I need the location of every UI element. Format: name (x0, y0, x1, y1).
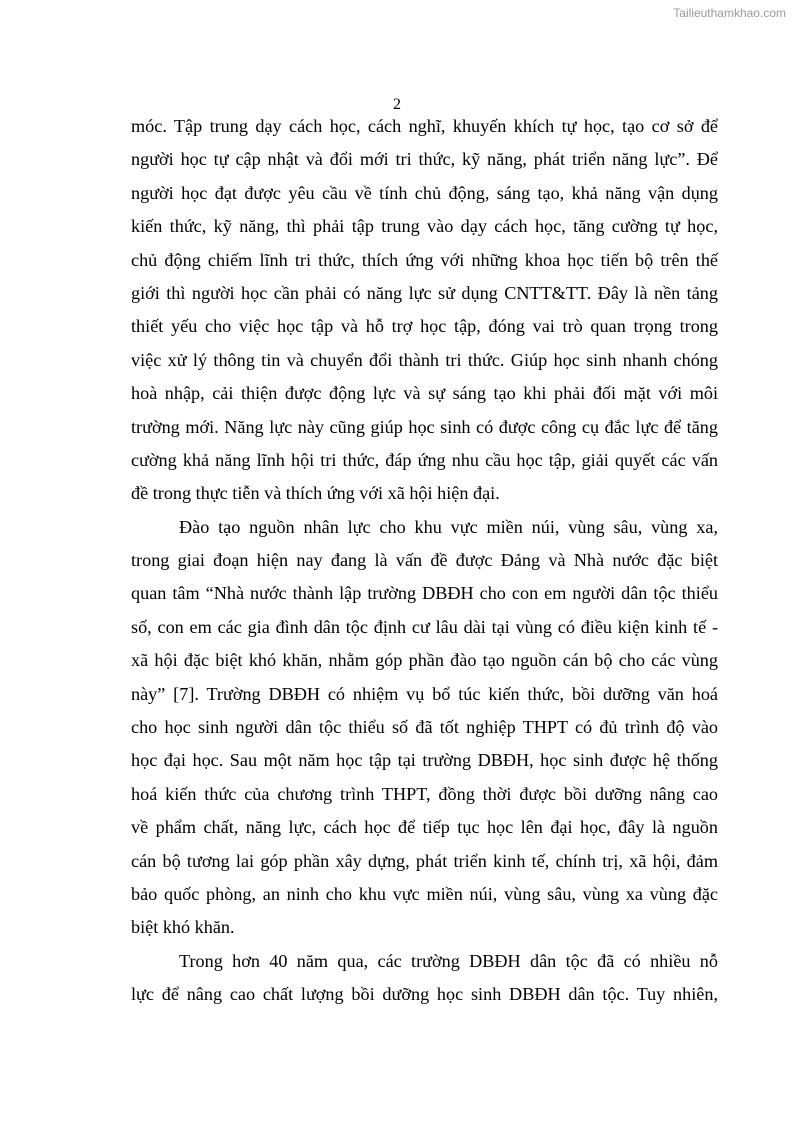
text-line: số, con em các gia đình dân tộc định cư lâu dài tại vùng có điều kiện kinh tế - (131, 616, 718, 637)
text-line: hoá kiến thức của chương trình THPT, đồng thời được bồi dưỡng nâng cao (131, 783, 718, 804)
text-line: quan tâm “Nhà nước thành lập trường DBĐH cho con em người dân tộc thiểu (131, 583, 718, 604)
text-line: hoà nhập, cải thiện được động lực và sự sáng tạo khi phải đối mặt với môi (131, 383, 718, 404)
text-line: xã hội đặc biệt khó khăn, nhằm góp phần đào tạo nguồn cán bộ cho các vùng (131, 650, 718, 671)
text-line: người học đạt được yêu cầu về tính chủ động, sáng tạo, khả năng vận dụng (131, 182, 718, 203)
text-line: trường mới. Năng lực này cũng giúp học sinh có được công cụ đắc lực để tăng (131, 416, 718, 437)
page-number: 2 (393, 96, 401, 113)
text-line: cho học sinh người dân tộc thiểu số đã tốt nghiệp THPT có đủ trình độ vào (131, 717, 718, 738)
paragraph (131, 945, 718, 1012)
text-line: học đại học. Sau một năm học tập tại trường DBĐH, học sinh được hệ thống (131, 750, 718, 771)
text-line: lực để nâng cao chất lượng bồi dưỡng học sinh DBĐH dân tộc. Tuy nhiên, (131, 984, 718, 1005)
text-line: Trong hơn 40 năm qua, các trường DBĐH dân tộc đã có nhiều nỗ (179, 950, 718, 971)
text-line: chủ động chiếm lĩnh tri thức, thích ứng với những khoa học tiến bộ trên thế (131, 249, 718, 270)
text-line: kiến thức, kỹ năng, thì phải tập trung vào dạy cách học, tăng cường tự học, (131, 216, 718, 237)
paragraph (131, 110, 718, 511)
text-line: đề trong thực tiễn và thích ứng với xã hội hiện đại. (131, 483, 500, 504)
text-line: này” [7]. Trường DBĐH có nhiệm vụ bổ túc kiến thức, bồi dưỡng văn hoá (131, 683, 718, 704)
text-line: giới thì người học cần phải có năng lực sử dụng CNTT&TT. Đây là nền tảng (131, 282, 718, 303)
text-line: thiết yếu cho việc học tập và hỗ trợ học tập, đóng vai trò quan trọng trong (131, 316, 718, 337)
text-line: về phẩm chất, năng lực, cách học để tiếp tục học lên đại học, đây là nguồn (131, 817, 718, 838)
text-line: người học tự cập nhật và đổi mới tri thức, kỹ năng, phát triển năng lực”. Để (131, 149, 718, 170)
paragraph (131, 511, 718, 945)
text-line: móc. Tập trung dạy cách học, cách nghĩ, khuyến khích tự học, tạo cơ sở để (131, 116, 718, 136)
watermark: Tailieuthamkhao.com (673, 6, 786, 20)
text-line: cán bộ tương lai góp phần xây dựng, phát triển kinh tế, chính trị, xã hội, đảm (131, 850, 718, 871)
text-line: bảo quốc phòng, an ninh cho khu vực miền núi, vùng sâu, vùng xa vùng đặc (131, 883, 718, 904)
text-line: biệt khó khăn. (131, 917, 235, 938)
text-line: trong giai đoạn hiện nay đang là vấn đề được Đảng và Nhà nước đặc biệt (131, 550, 718, 571)
text-line: việc xử lý thông tin và chuyển đổi thành tri thức. Giúp học sinh nhanh chóng (131, 349, 718, 370)
document-body (131, 110, 718, 1012)
text-line: cường khả năng lĩnh hội tri thức, đáp ứng nhu cầu học tập, giải quyết các vấn (131, 449, 718, 470)
text-line: Đào tạo nguồn nhân lực cho khu vực miền núi, vùng sâu, vùng xa, (179, 516, 718, 537)
